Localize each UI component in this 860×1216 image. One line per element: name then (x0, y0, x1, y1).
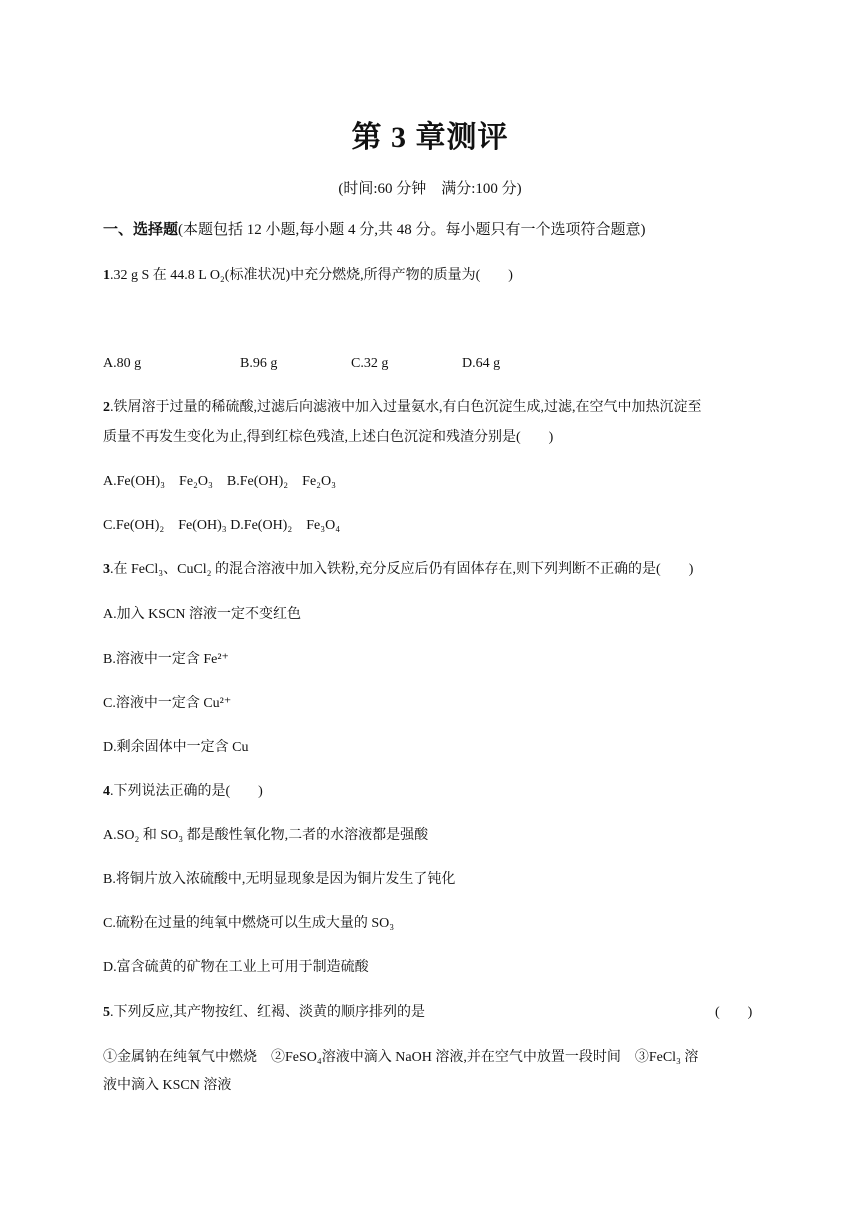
answer-blank: ( ) (715, 1005, 753, 1020)
question-3 (103, 560, 693, 580)
question-1 (103, 266, 513, 286)
question-text: .下列说法正确的是( ) (110, 784, 263, 799)
question-5-items: ①金属钠在纯氧气中燃烧 ②FeSO₄溶液中滴入 NaOH 溶液,并在空气中放置一段时间 ③FeCl₃ 溶 (103, 1050, 699, 1065)
question-text: .下列反应,其产物按红、红褐、淡黄的顺序排列的是 (110, 1005, 425, 1020)
question-number: 3 (103, 562, 110, 577)
question-5-items-cont: 液中滴入 KSCN 溶液 (103, 1078, 232, 1093)
option-c: C.硫粉在过量的纯氧中燃烧可以生成大量的 SO₃ (103, 916, 395, 931)
options-cd: C.Fe(OH)₂ Fe(OH)₃ D.Fe(OH)₂ Fe₃O₄ (103, 518, 341, 533)
options-ab: A.Fe(OH)₃ Fe₂O₃ B.Fe(OH)₂ Fe₂O₃ (103, 474, 337, 489)
question-number: 2 (103, 400, 110, 415)
section-note: (本题包括 12 小题,每小题 4 分,共 48 分。每小题只有一个选项符合题意) (178, 222, 646, 238)
page-title: 第 3 章测评 (351, 121, 509, 154)
question-text: .在 FeCl₃、CuCl₂ 的混合溶液中加入铁粉,充分反应后仍有固体存在,则下列判断不正确的是( ) (110, 562, 694, 577)
option-b: B.将铜片放入浓硫酸中,无明显现象是因为铜片发生了钝化 (103, 872, 456, 887)
option-a: A.加入 KSCN 溶液一定不变红色 (103, 607, 301, 622)
section-heading (103, 220, 646, 240)
option-a: A.SO₂ 和 SO₃ 都是酸性氧化物,二者的水溶液都是强酸 (103, 828, 429, 843)
exam-info: (时间:60 分钟 满分:100 分) (338, 181, 522, 197)
question-5 (103, 1003, 425, 1023)
option-d: D.64 g (462, 356, 501, 371)
question-number: 1 (103, 268, 110, 283)
option-a: A.80 g (103, 356, 142, 371)
question-4 (103, 782, 263, 802)
option-b: B.溶液中一定含 Fe²⁺ (103, 652, 229, 667)
section-title: 一、选择题 (103, 222, 179, 238)
option-b: B.96 g (240, 356, 278, 371)
question-number: 5 (103, 1005, 110, 1020)
question-text: .32 g S 在 44.8 L O₂(标准状况)中充分燃烧,所得产物的质量为( ) (110, 268, 513, 283)
question-2 (103, 398, 702, 418)
question-number: 4 (103, 784, 110, 799)
option-c: C.溶液中一定含 Cu²⁺ (103, 696, 232, 711)
option-d: D.富含硫黄的矿物在工业上可用于制造硫酸 (103, 960, 369, 975)
option-c: C.32 g (351, 356, 389, 371)
option-d: D.剩余固体中一定含 Cu (103, 740, 249, 755)
question-2-cont: 质量不再发生变化为止,得到红棕色残渣,上述白色沉淀和残渣分别是( ) (103, 430, 554, 445)
question-text: .铁屑溶于过量的稀硫酸,过滤后向滤液中加入过量氨水,有白色沉淀生成,过滤,在空气中加热沉淀至 (110, 400, 702, 415)
